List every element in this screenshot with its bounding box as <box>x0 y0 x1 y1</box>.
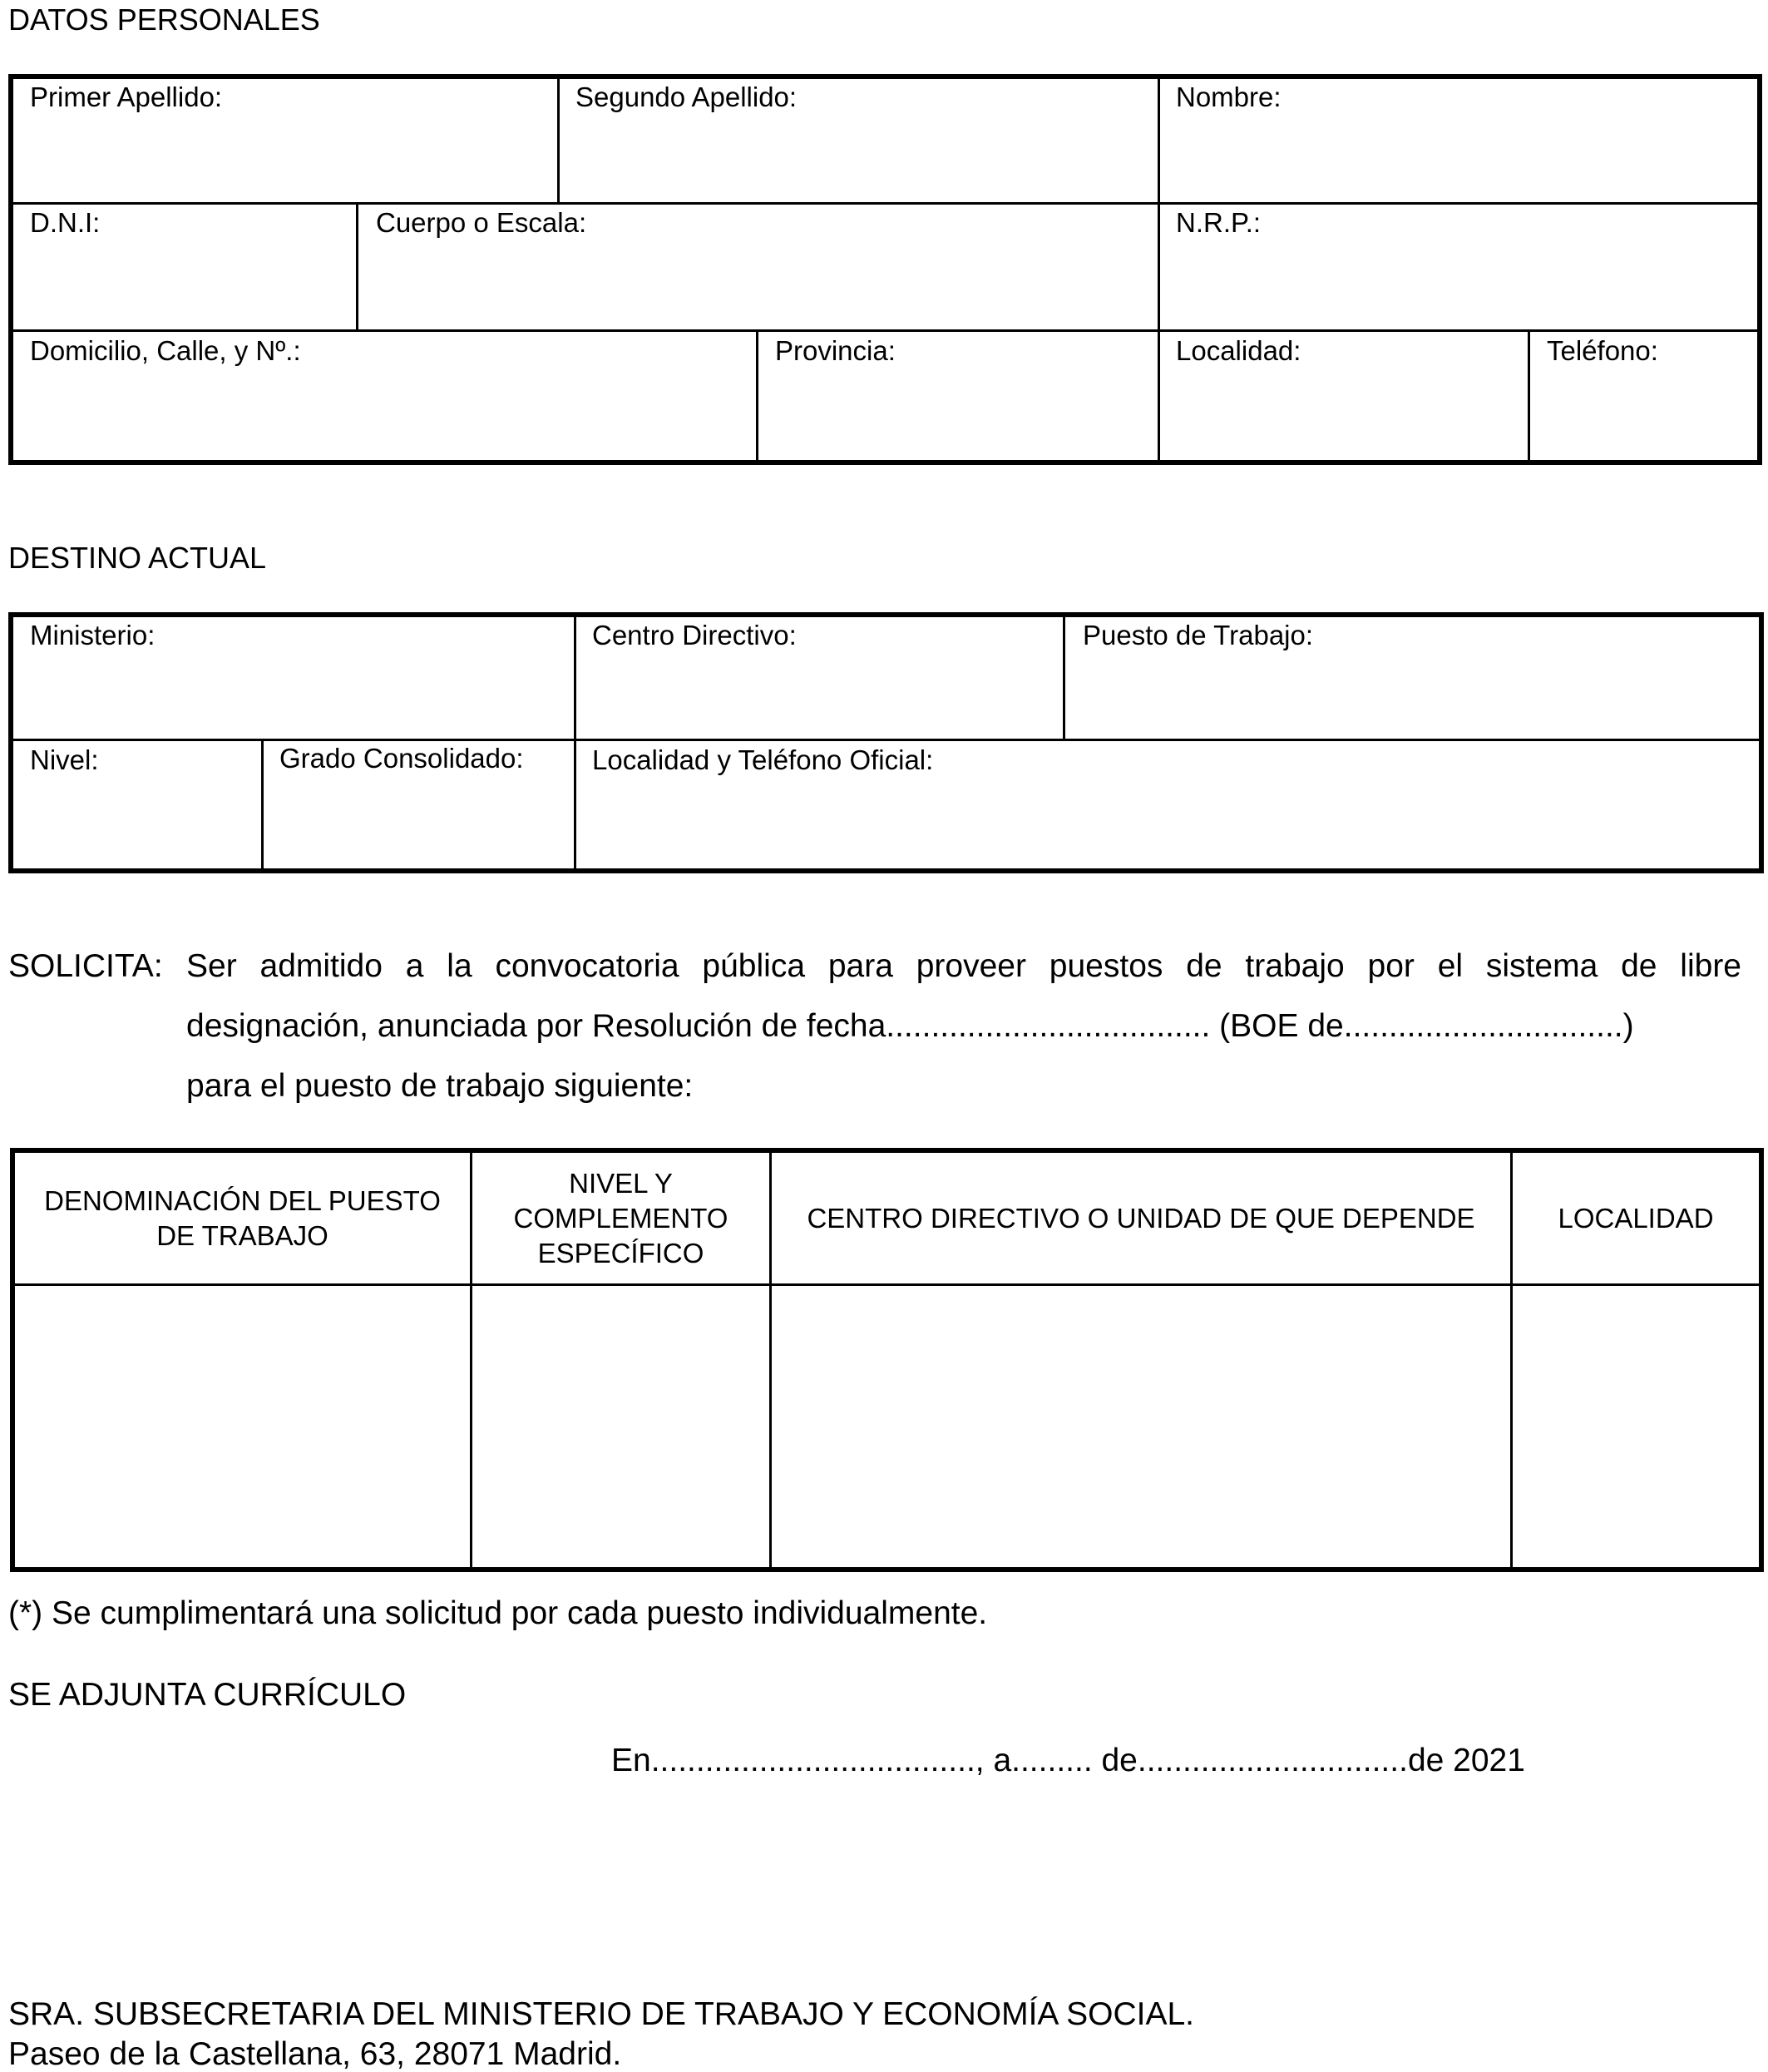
header-line: NIVEL Y <box>569 1167 673 1199</box>
col-divider <box>1063 615 1065 739</box>
col-divider <box>261 739 264 871</box>
nivel-label: Nivel: <box>30 744 99 775</box>
addressee-line2: Paseo de la Castellana, 63, 28071 Madrid. <box>8 2036 622 2072</box>
row-divider <box>11 739 1761 741</box>
row-divider <box>11 329 1760 332</box>
table-header-nivel <box>472 1153 769 1283</box>
ministerio-label: Ministerio: <box>30 620 156 650</box>
nombre-label: Nombre: <box>1176 82 1282 112</box>
localidad-telefono-label: Localidad y Teléfono Oficial: <box>592 744 934 775</box>
grado-consolidado-label: Grado Consolidado: <box>279 743 524 774</box>
header-line: ESPECÍFICO <box>537 1237 704 1268</box>
telefono-label: Teléfono: <box>1547 335 1658 366</box>
header-line: LOCALIDAD <box>1558 1202 1714 1234</box>
cuerpo-escala-label: Cuerpo o Escala: <box>376 207 587 238</box>
header-line: COMPLEMENTO <box>513 1202 728 1234</box>
col-divider <box>574 615 576 871</box>
solicita-text-line2: designación, anunciada por Resolución de fecha.................................... (BOE de...............................) <box>186 1008 1634 1044</box>
solicita-text-line3: para el puesto de trabajo siguiente: <box>186 1068 694 1104</box>
nrp-label: N.R.P.: <box>1176 207 1262 238</box>
table-header-divider <box>12 1283 1761 1286</box>
header-line: DENOMINACIÓN DEL PUESTO <box>44 1184 441 1216</box>
col-divider <box>1528 330 1530 462</box>
col-divider <box>1158 77 1160 203</box>
table-header-localidad <box>1513 1153 1759 1283</box>
solicita-label: SOLICITA: <box>8 948 163 984</box>
col-divider <box>1158 330 1160 462</box>
solicita-text-line1: Ser admitido a la convocatoria pública para proveer puestos de trabajo por el sistema de libre <box>186 948 1741 984</box>
table-header-centro-directivo <box>772 1153 1510 1283</box>
destino-actual-box <box>8 612 1764 873</box>
primer-apellido-label: Primer Apellido: <box>30 82 223 112</box>
puesto-trabajo-label: Puesto de Trabajo: <box>1083 620 1314 650</box>
col-divider <box>356 203 358 330</box>
adjunta-curriculo: SE ADJUNTA CURRÍCULO <box>8 1677 407 1713</box>
section-title-datos-personales: DATOS PERSONALES <box>8 2 320 37</box>
col-divider <box>557 77 560 203</box>
segundo-apellido-label: Segundo Apellido: <box>575 82 798 112</box>
fecha-line: En...................................., a......... de..............................de 2021 <box>611 1743 1525 1778</box>
note-text: (*) Se cumplimentará una solicitud por cada puesto individualmente. <box>8 1595 988 1631</box>
domicilio-label: Domicilio, Calle, y Nº.: <box>30 335 301 366</box>
provincia-label: Provincia: <box>775 335 896 366</box>
col-divider <box>756 330 758 462</box>
centro-directivo-label: Centro Directivo: <box>592 620 797 650</box>
addressee-line1: SRA. SUBSECRETARIA DEL MINISTERIO DE TRABAJO Y ECONOMÍA SOCIAL. <box>8 1996 1195 2032</box>
datos-personales-box <box>8 74 1762 465</box>
dni-label: D.N.I: <box>30 207 101 238</box>
section-title-destino-actual: DESTINO ACTUAL <box>8 541 267 575</box>
header-line: DE TRABAJO <box>156 1219 328 1251</box>
header-line: CENTRO DIRECTIVO O UNIDAD DE QUE DEPENDE <box>807 1202 1475 1234</box>
localidad-label: Localidad: <box>1176 335 1301 366</box>
col-divider <box>1158 203 1160 330</box>
table-header-denominacion <box>15 1153 470 1283</box>
row-divider <box>11 202 1760 205</box>
